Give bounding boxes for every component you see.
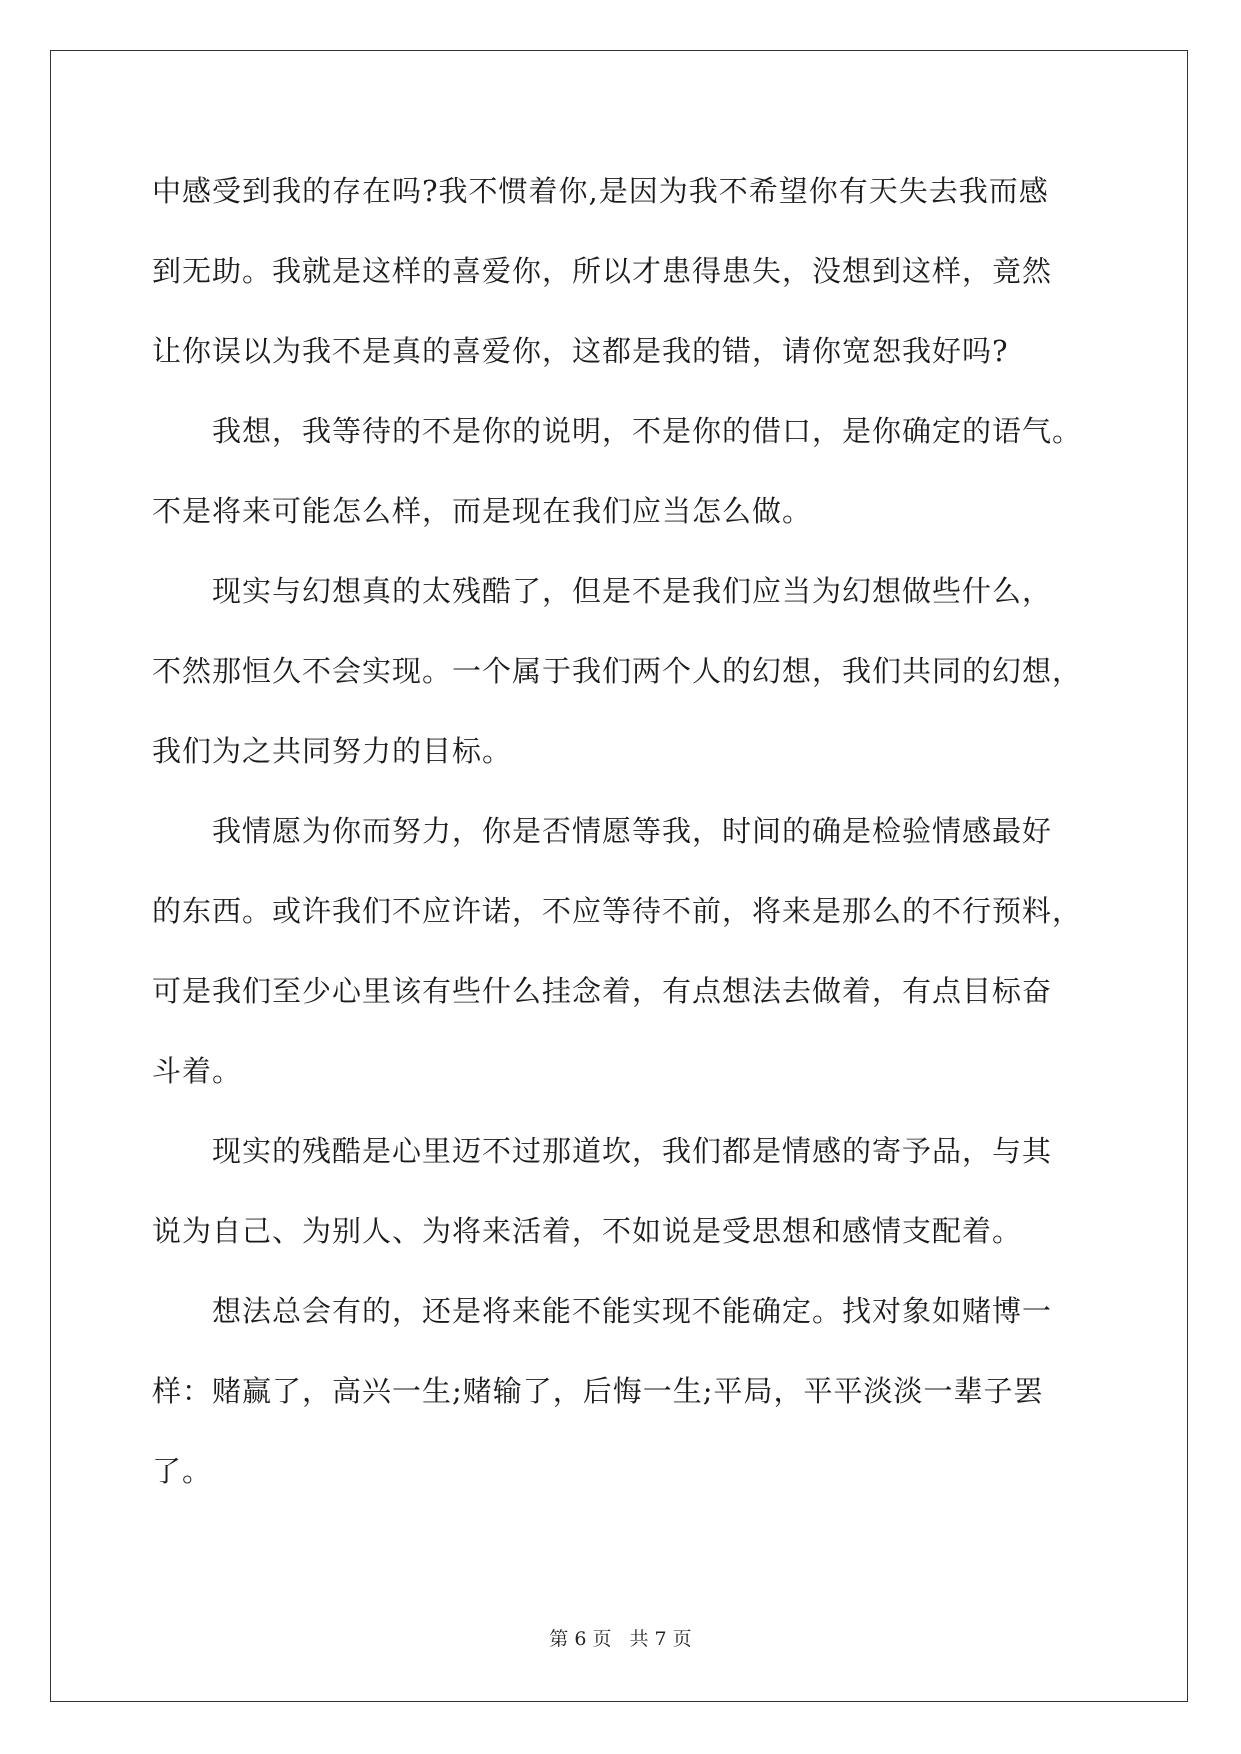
text-line: 我们为之共同努力的目标。 bbox=[152, 734, 513, 768]
text-line: 不然那恒久不会实现。一个属于我们两个人的幻想，我们共同的幻想， bbox=[152, 654, 1083, 688]
text-line: 可是我们至少心里该有些什么挂念着，有点想法去做着，有点目标奋 bbox=[152, 974, 1053, 1008]
text-line: 说为自己、为别人、为将来活着，不如说是受思想和感情支配着。 bbox=[152, 1214, 1023, 1248]
text-line: 到无助。我就是这样的喜爱你，所以才患得患失，没想到这样，竟然 bbox=[152, 254, 1053, 288]
page-number: 第 6 页 bbox=[549, 1628, 612, 1650]
text-line: 斗着。 bbox=[152, 1054, 243, 1088]
paragraph-first-line: 想法总会有的，还是将来能不能实现不能确定。找对象如赌博一 bbox=[212, 1294, 1053, 1328]
text-line: 让你误以为我不是真的喜爱你，这都是我的错，请你宽恕我好吗? bbox=[152, 334, 1009, 368]
text-line: 中感受到我的存在吗?我不惯着你,是因为我不希望你有天失去我而感 bbox=[152, 174, 1049, 208]
text-line: 了。 bbox=[152, 1454, 213, 1488]
text-line: 的东西。或许我们不应许诺，不应等待不前，将来是那么的不行预料， bbox=[152, 894, 1083, 928]
paragraph-first-line: 我想，我等待的不是你的说明，不是你的借口，是你确定的语气。 bbox=[212, 414, 1083, 448]
page-footer bbox=[0, 1624, 1241, 1651]
document-body bbox=[152, 160, 1088, 1520]
paragraph-first-line: 现实的残酷是心里迈不过那道坎，我们都是情感的寄予品，与其 bbox=[212, 1134, 1053, 1168]
text-line: 不是将来可能怎么样，而是现在我们应当怎么做。 bbox=[152, 494, 813, 528]
paragraph-first-line: 现实与幻想真的太残酷了，但是不是我们应当为幻想做些什么， bbox=[212, 574, 1053, 608]
page-total: 共 7 页 bbox=[629, 1628, 692, 1650]
paragraph-first-line: 我情愿为你而努力，你是否情愿等我，时间的确是检验情感最好 bbox=[212, 814, 1053, 848]
text-line: 样：赌赢了，高兴一生;赌输了，后悔一生;平局，平平淡淡一辈子罢 bbox=[152, 1374, 1044, 1408]
